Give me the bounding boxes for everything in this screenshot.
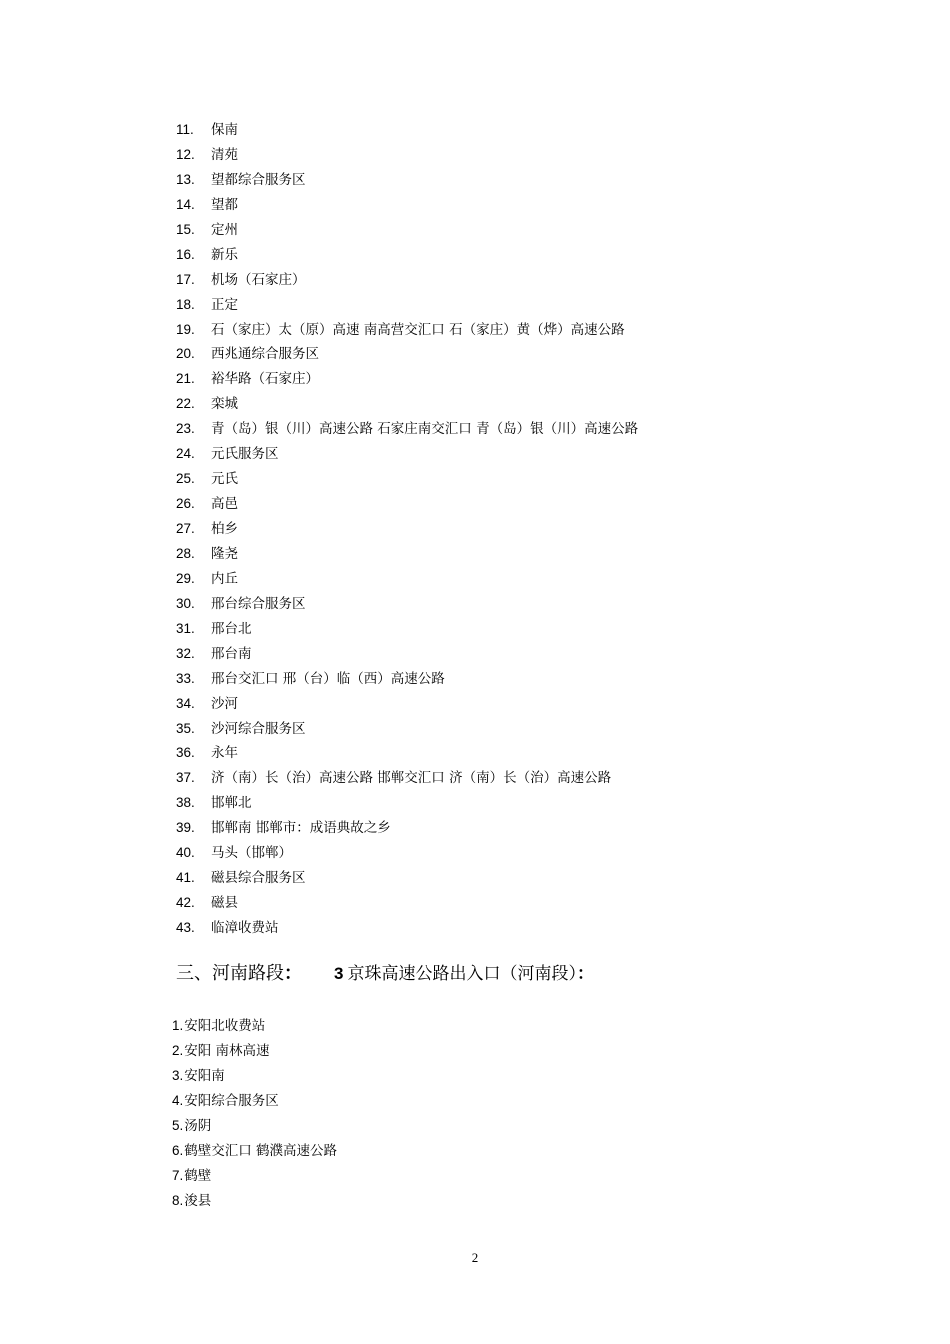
list-item-number: 23.: [176, 421, 195, 437]
list-item: [176, 143, 638, 168]
list-item: [176, 442, 638, 467]
list-item-text: 西兆通综合服务区: [211, 346, 319, 363]
list-item: [176, 342, 638, 367]
list-item-number: 6.: [172, 1142, 184, 1158]
list-item-text: 正定: [211, 296, 238, 313]
list-item-number: 25.: [176, 471, 195, 487]
page-number: 2: [471, 1250, 479, 1265]
list-item-number: 2.: [172, 1042, 184, 1058]
list-item: [172, 1139, 337, 1164]
hebei-exit-list: [176, 118, 638, 941]
list-item-text: 磁县综合服务区: [211, 870, 306, 887]
list-item-text: 马头（邯郸）: [211, 845, 292, 862]
list-item: [172, 1039, 337, 1064]
list-item-text: 元氏: [211, 471, 238, 488]
list-item-text: 清苑: [211, 146, 238, 163]
list-item-text: 邢台南: [211, 645, 252, 662]
list-item-number: 36.: [176, 745, 195, 761]
list-item-number: 16.: [176, 246, 195, 262]
list-item-number: 20.: [176, 346, 195, 362]
list-item: [176, 592, 638, 617]
list-item: [176, 617, 638, 642]
list-item-number: 29.: [176, 570, 195, 586]
list-item-text: 沙河: [211, 695, 238, 712]
list-item-text: 望都: [211, 196, 238, 213]
list-item-number: 19.: [176, 321, 195, 337]
list-item-number: 21.: [176, 371, 195, 387]
list-item: [172, 1164, 337, 1189]
list-item: [176, 492, 638, 517]
list-item-number: 28.: [176, 545, 195, 561]
section-title: 三、河南路段：: [176, 963, 302, 984]
list-item-number: 3.: [172, 1067, 184, 1083]
list-item-text: 保南: [211, 122, 238, 138]
list-item-number: 1.: [172, 1018, 184, 1033]
list-item-text: 邢台交汇口 邢（台）临（西）高速公路: [211, 670, 445, 687]
list-item-text: 裕华路（石家庄）: [211, 371, 319, 388]
list-item-number: 33.: [176, 670, 195, 686]
list-item: [176, 118, 638, 143]
list-item-number: 39.: [176, 820, 195, 836]
list-item-number: 42.: [176, 895, 195, 911]
list-item-text: 高邑: [211, 496, 238, 513]
list-item-text: 汤阴: [184, 1117, 212, 1134]
list-item-text: 浚县: [184, 1192, 212, 1209]
list-item-number: 18.: [176, 296, 195, 312]
list-item-number: 22.: [176, 396, 195, 412]
list-item: [176, 866, 638, 891]
list-item-number: 8.: [172, 1192, 184, 1208]
list-item: [172, 1189, 337, 1214]
list-item-text: 鹤壁: [184, 1167, 212, 1184]
list-item: [176, 791, 638, 816]
list-item-text: 邢台综合服务区: [211, 595, 306, 612]
list-item-number: 24.: [176, 446, 195, 462]
list-item-text: 安阳北收费站: [184, 1018, 266, 1034]
list-item-number: 32.: [176, 645, 195, 661]
list-item: [176, 293, 638, 318]
list-item: [176, 417, 638, 442]
list-item: [176, 916, 638, 941]
list-item: [172, 1014, 337, 1039]
list-item-text: 机场（石家庄）: [211, 271, 306, 288]
list-item: [176, 692, 638, 717]
list-item-text: 临漳收费站: [211, 920, 279, 936]
list-item: [176, 542, 638, 567]
list-item: [176, 642, 638, 667]
list-item: [172, 1089, 337, 1114]
section-subtitle: 3 京珠高速公路出入口（河南段）：: [334, 964, 594, 984]
list-item: [176, 741, 638, 766]
list-item-text: 安阳南: [184, 1067, 225, 1084]
list-item-number: 41.: [176, 870, 195, 886]
list-item-text: 栾城: [211, 396, 238, 413]
list-item-text: 邯郸北: [211, 795, 252, 812]
list-item: [176, 667, 638, 692]
list-item: [176, 467, 638, 492]
list-item-number: 14.: [176, 196, 195, 212]
list-item: [172, 1064, 337, 1089]
list-item-text: 定州: [211, 221, 238, 238]
list-item-number: 13.: [176, 171, 195, 187]
list-item-number: 4.: [172, 1092, 184, 1108]
list-item-text: 望都综合服务区: [211, 171, 306, 188]
list-item-number: 34.: [176, 695, 195, 711]
henan-exit-list: [172, 1014, 337, 1214]
list-item-text: 安阳综合服务区: [184, 1092, 279, 1109]
list-item: [176, 517, 638, 542]
section-heading: [176, 958, 594, 988]
list-item-number: 30.: [176, 595, 195, 611]
list-item-text: 鹤壁交汇口 鹤濮高速公路: [184, 1142, 338, 1159]
list-item: [176, 243, 638, 268]
list-item: [172, 1114, 337, 1139]
list-item-number: 43.: [176, 920, 195, 935]
list-item-number: 27.: [176, 521, 195, 536]
list-item-text: 永年: [211, 745, 238, 762]
list-item: [176, 841, 638, 866]
list-item-number: 5.: [172, 1117, 184, 1133]
list-item-number: 31.: [176, 620, 195, 636]
list-item: [176, 766, 638, 791]
list-item-text: 沙河综合服务区: [211, 720, 306, 737]
list-item-text: 新乐: [211, 246, 238, 263]
subsection-number: 3: [334, 964, 344, 983]
list-item-number: 12.: [176, 146, 195, 162]
list-item-text: 柏乡: [211, 521, 238, 537]
list-item-number: 17.: [176, 271, 195, 287]
list-item-number: 40.: [176, 845, 195, 861]
list-item: [176, 717, 638, 742]
list-item: [176, 392, 638, 417]
list-item-number: 26.: [176, 496, 195, 512]
list-item-number: 11.: [176, 122, 194, 137]
list-item-number: 37.: [176, 770, 195, 786]
list-item: [176, 816, 638, 841]
list-item-text: 济（南）长（治）高速公路 邯郸交汇口 济（南）长（治）高速公路: [211, 770, 612, 787]
list-item-text: 元氏服务区: [211, 446, 279, 463]
list-item-text: 石（家庄）太（原）高速 南高营交汇口 石（家庄）黄（烨）高速公路: [211, 321, 625, 338]
list-item: [176, 218, 638, 243]
list-item-text: 邯郸南 邯郸市：成语典故之乡: [211, 820, 391, 837]
list-item-text: 磁县: [211, 895, 238, 912]
list-item: [176, 318, 638, 343]
list-item: [176, 891, 638, 916]
list-item: [176, 567, 638, 592]
list-item: [176, 367, 638, 392]
list-item-text: 邢台北: [211, 620, 252, 637]
list-item-text: 青（岛）银（川）高速公路 石家庄南交汇口 青（岛）银（川）高速公路: [211, 421, 639, 438]
list-item-number: 35.: [176, 720, 195, 736]
list-item-text: 隆尧: [211, 545, 238, 562]
list-item-number: 7.: [172, 1167, 184, 1183]
list-item: [176, 193, 638, 218]
list-item-text: 内丘: [211, 570, 238, 587]
list-item: [176, 168, 638, 193]
list-item-number: 38.: [176, 795, 195, 811]
list-item-number: 15.: [176, 221, 195, 237]
list-item: [176, 268, 638, 293]
list-item-text: 安阳 南林高速: [184, 1042, 270, 1059]
